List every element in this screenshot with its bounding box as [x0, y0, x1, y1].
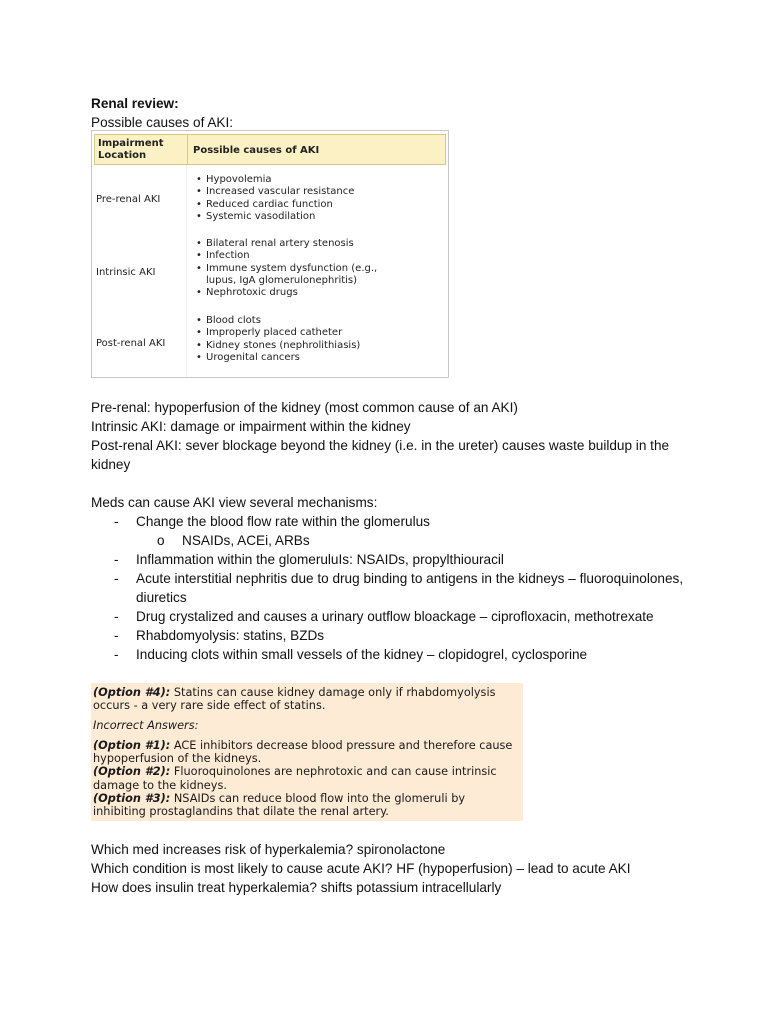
option-text: NSAIDs can reduce blood flow into the glomeruli by inhibiting prostaglandins that dilate the renal artery.: [93, 792, 466, 819]
list-item: [91, 512, 691, 531]
question-line: How does insulin treat hyperkalemia? shifts potassium intracellularly: [91, 880, 502, 895]
cause-item: • Blood clots: [196, 315, 360, 327]
dash-marker: -: [114, 514, 119, 529]
page-title: Renal review:: [91, 96, 179, 111]
row-location-prerenal: Pre-renal AKI: [96, 194, 161, 205]
list-item-text: Rhabdomyolysis: statins, BZDs: [136, 628, 325, 643]
list-item-text: Inflammation within the glomeruluIs: NSAIDs, propylthiouracil: [136, 552, 504, 567]
definitions-block: [91, 398, 691, 474]
option-text: Statins can cause kidney damage only if rhabdomyolysis occurs - a very rare side effect of statins.: [93, 686, 496, 713]
dash-marker: -: [114, 552, 119, 567]
list-item: [91, 550, 691, 569]
meds-intro: Meds can cause AKI view several mechanisms:: [91, 495, 378, 510]
cause-item: • Bilateral renal artery stenosis: [196, 238, 406, 250]
row-location-postrenal: Post-renal AKI: [96, 338, 166, 349]
cause-item: • Reduced cardiac function: [196, 199, 354, 211]
option-label: (Option #1):: [93, 738, 171, 752]
page-subtitle: Possible causes of AKI:: [91, 115, 234, 130]
sub-list-item: [91, 531, 691, 550]
option-text: ACE inhibitors decrease blood pressure and therefore cause hypoperfusion of the kidneys.: [93, 738, 513, 766]
answer-explanation-box: [91, 683, 523, 821]
definition-postrenal: Post-renal AKI: sever blockage beyond the kidney (i.e. in the ureter) causes waste buildup in the kidney: [91, 438, 670, 472]
definition-intrinsic: Intrinsic AKI: damage or impairment within the kidney: [91, 419, 411, 434]
cause-item: • Kidney stones (nephrolithiasis): [196, 340, 360, 352]
definition-prerenal: Pre-renal: hypoperfusion of the kidney (most common cause of an AKI): [91, 400, 518, 415]
list-item: [91, 626, 691, 645]
option-text: Fluoroquinolones are nephrotoxic and can cause intrinsic damage to the kidneys.: [93, 765, 497, 792]
document-header: [91, 94, 691, 132]
cause-item: • Increased vascular resistance: [196, 186, 354, 198]
dash-marker: -: [114, 647, 119, 662]
list-item: [91, 645, 691, 664]
column-divider: [186, 165, 187, 377]
incorrect-option-3: [93, 792, 521, 819]
list-item-text: Drug crystalized and causes a urinary outflow bloackage – ciprofloxacin, methotrexate: [136, 609, 654, 624]
row-causes-prerenal: [196, 174, 354, 223]
header-possible-causes: Possible causes of AKI: [193, 145, 320, 156]
cause-item: • Nephrotoxic drugs: [196, 287, 406, 299]
question-line: Which condition is most likely to cause acute AKI? HF (hypoperfusion) – lead to acute AKI: [91, 861, 631, 876]
list-item: [91, 569, 691, 607]
cause-item: • Improperly placed catheter: [196, 327, 360, 339]
cause-item: • Urogenital cancers: [196, 352, 360, 364]
correct-answer: [93, 686, 521, 713]
question-line: Which med increases risk of hyperkalemia? spironolactone: [91, 842, 446, 857]
aki-causes-table: [91, 130, 449, 378]
meds-section: [91, 493, 691, 664]
cause-item: • Infection: [196, 250, 406, 262]
dash-marker: -: [114, 571, 119, 586]
sub-bullet-marker: o: [157, 533, 165, 548]
list-item-text: Change the blood flow rate within the glomerulus: [136, 514, 430, 529]
sub-list-item-text: NSAIDs, ACEi, ARBs: [182, 533, 310, 548]
incorrect-option-2: [93, 765, 521, 792]
cause-item: • Systemic vasodilation: [196, 211, 354, 223]
incorrect-option-1: [93, 739, 521, 766]
list-item: [91, 607, 691, 626]
header-divider: [187, 135, 188, 164]
table-header: [94, 134, 446, 165]
cause-item: • Immune system dysfunction (e.g., lupus, IgA glomerulonephritis): [196, 263, 406, 288]
header-impairment-location: Impairment Location: [98, 138, 164, 161]
option-label: (Option #2):: [93, 765, 171, 779]
option-label: (Option #4):: [93, 686, 171, 699]
dash-marker: -: [114, 628, 119, 643]
questions-block: [91, 840, 691, 897]
list-item-text: Acute interstitial nephritis due to drug binding to antigens in the kidneys – fluoroquinolones, diuretics: [136, 571, 684, 605]
option-label: (Option #3):: [93, 792, 171, 806]
cause-item: • Hypovolemia: [196, 174, 354, 186]
row-causes-intrinsic: [196, 238, 406, 299]
list-item-text: Inducing clots within small vessels of the kidney – clopidogrel, cyclosporine: [136, 647, 588, 662]
row-causes-postrenal: [196, 315, 360, 364]
dash-marker: -: [114, 609, 119, 624]
row-location-intrinsic: Intrinsic AKI: [96, 267, 156, 278]
incorrect-answers-heading: Incorrect Answers:: [93, 718, 199, 732]
